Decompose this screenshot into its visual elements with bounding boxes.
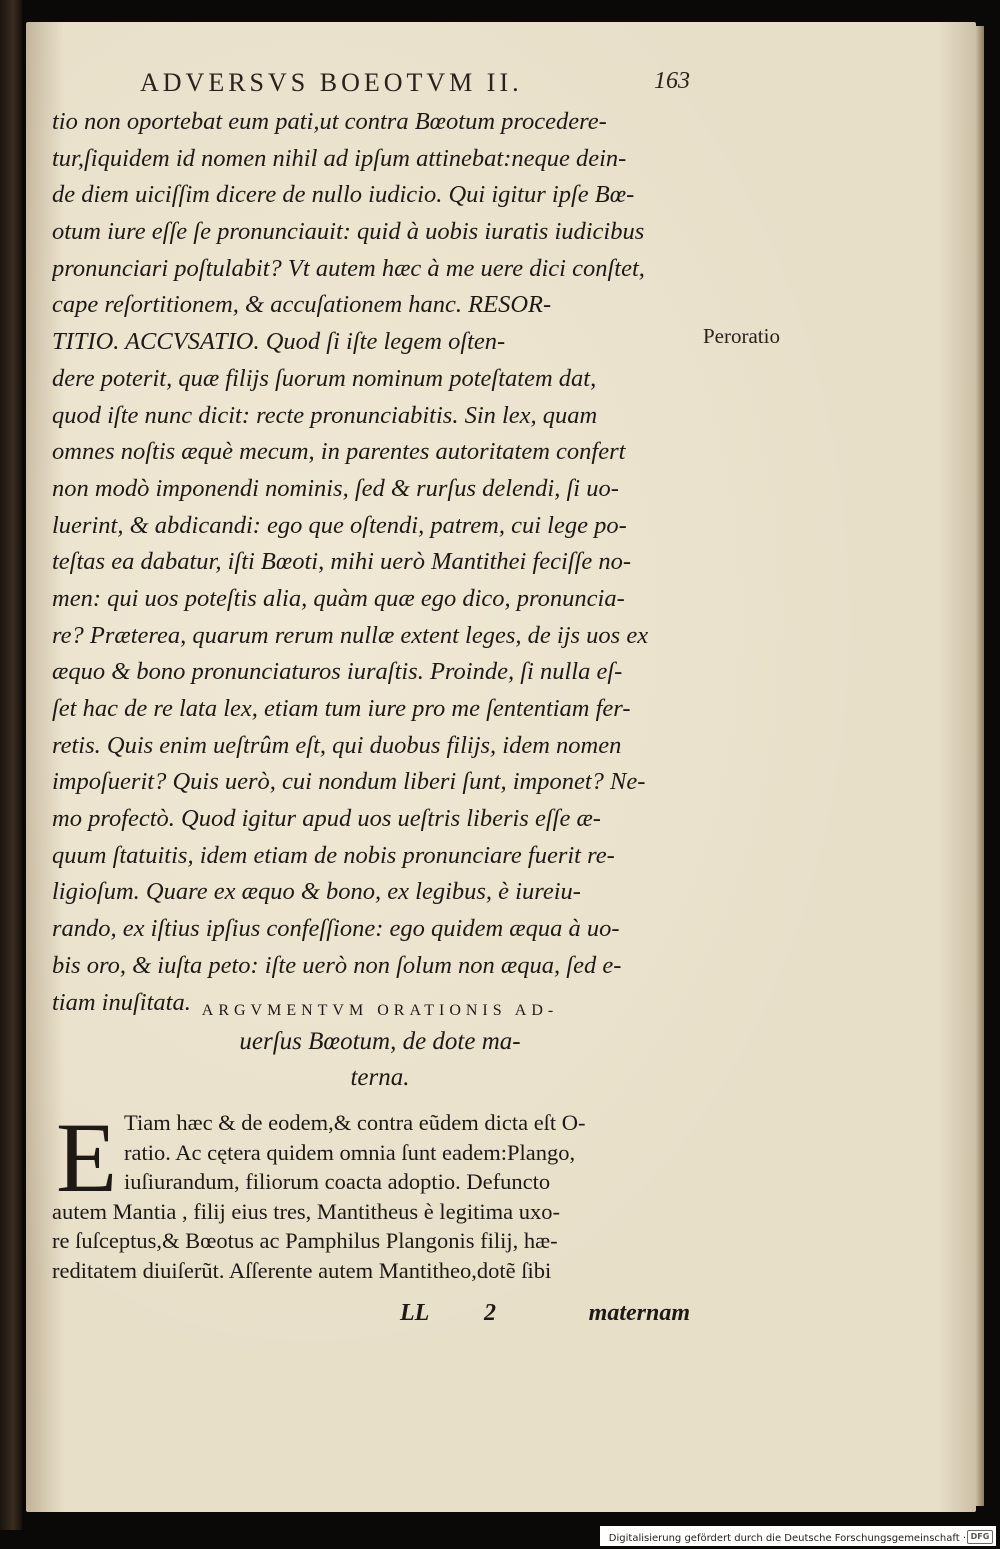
text-line: tur,ſiquidem id nomen nihil ad ipſum attinebat:neque dein-: [52, 144, 627, 172]
text-line: pronunciari poſtulabit? Vt autem hæc à me uere dici conſtet,: [52, 254, 645, 282]
text-line: bis oro, & iuſta peto: iſte uerò non ſolum non æqua, ſed e-: [52, 951, 622, 979]
text-line: tio non oportebat eum pati,ut contra Bœotum procedere-: [52, 108, 607, 135]
text-line: tiam inuſitata.: [52, 988, 191, 1016]
heading-line: ARGVMENTVM ORATIONIS AD-: [201, 1002, 559, 1019]
text-line: dere poterit, quæ filijs ſuorum nominum poteſtatem dat,: [52, 364, 597, 392]
dfg-logo-icon: DFG: [967, 1530, 993, 1544]
text-line: cape reſortitionem, & accuſationem hanc. RESOR-: [52, 291, 552, 319]
text-line: autem Mantia , filij eius tres, Mantitheus è legitima uxo-: [52, 1198, 561, 1224]
oration-text: [52, 104, 692, 1021]
text-line: otum iure eſſe ſe pronunciauit: quid à uobis iuratis iudicibus: [52, 218, 645, 246]
book-spine: [0, 0, 22, 1530]
text-line: æquo & bono pronunciaturos iuraſtis. Proinde, ſi nulla eſ-: [52, 658, 623, 686]
heading-line: terna.: [350, 1064, 410, 1091]
text-line: impoſuerit? Quis uerò, cui nondum liberi ſunt, imponet? Ne-: [52, 768, 646, 796]
text-line: omnes noſtis æquè mecum, in parentes autoritatem confert: [52, 438, 626, 466]
page-number: 163: [654, 68, 690, 94]
page-edge: [976, 26, 984, 1506]
signature-mark: LL: [400, 1300, 430, 1326]
text-line: re ſuſceptus,& Bœotus ac Pamphilus Plangonis filij, hæ-: [52, 1228, 558, 1254]
text-line: luerint, & abdicandi: ego que oſtendi, patrem, cui lege po-: [52, 511, 627, 539]
catchline: [400, 1300, 690, 1334]
text-line: iuſiurandum, filiorum coacta adoptio. Defuncto: [124, 1169, 551, 1195]
text-line: non modò imponendi nominis, ſed & rurſus delendi, ſi uo-: [52, 474, 619, 502]
text-line: TITIO. ACCVSATIO. Quod ſi iſte legem oſten-: [52, 328, 506, 356]
text-line: men: qui uos poteſtis alia, quàm quæ ego dico, pronuncia-: [52, 584, 625, 612]
text-line: mo profectò. Quod igitur apud uos ueſtris liberis eſſe æ-: [52, 805, 601, 833]
text-line: de diem uiciſſim dicere de nullo iudicio. Qui igitur ipſe Bœ-: [52, 181, 635, 209]
text-line: rando, ex iſtius ipſius confeſſione: ego quidem æqua à uo-: [52, 915, 620, 943]
catchword: maternam: [588, 1300, 690, 1326]
text-line: Tiam hæc & de eodem,& contra eũdem dicta eſt O-: [124, 1110, 586, 1135]
argument-text: [52, 1102, 692, 1286]
funding-credit: Digitalisierung gefördert durch die Deutsche Forschungsgemeinschaft ·: [608, 1533, 966, 1544]
margin-note: Peroratio: [703, 324, 780, 348]
digitization-footer: [600, 1526, 996, 1546]
text-line: ſet hac de re lata lex, etiam tum iure pro me ſententiam fer-: [52, 695, 631, 722]
text-line: teſtas ea dabatur, iſti Bœoti, mihi uerò Mantithei feciſſe no-: [52, 548, 632, 576]
running-header: [140, 68, 700, 108]
heading-line: uerſus Bœotum, de dote ma-: [239, 1028, 521, 1055]
text-line: quod iſte nunc dicit: recte pronunciabitis. Sin lex, quam: [52, 401, 598, 429]
text-line: ligioſum. Quare ex æquo & bono, ex legibus, è iureiu-: [52, 878, 581, 906]
drop-cap-initial: E: [56, 1102, 118, 1213]
argument-heading: [130, 1002, 630, 1100]
text-line: ratio. Ac cętera quidem omnia ſunt eadem:Plango,: [124, 1139, 576, 1165]
text-line: quum ſtatuitis, idem etiam de nobis pronunciare fuerit re-: [52, 841, 615, 869]
text-line: re? Præterea, quarum rerum nullæ extent leges, de ijs uos ex: [52, 621, 649, 649]
running-title: ADVERSVS BOEOTVM II.: [140, 68, 523, 97]
signature-number: 2: [484, 1300, 496, 1326]
text-line: retis. Quis enim ueſtrûm eſt, qui duobus filijs, idem nomen: [52, 731, 622, 759]
text-line: reditatem diuiſerũt. Aſſerente autem Mantitheo,dotẽ ſibi: [52, 1257, 552, 1283]
